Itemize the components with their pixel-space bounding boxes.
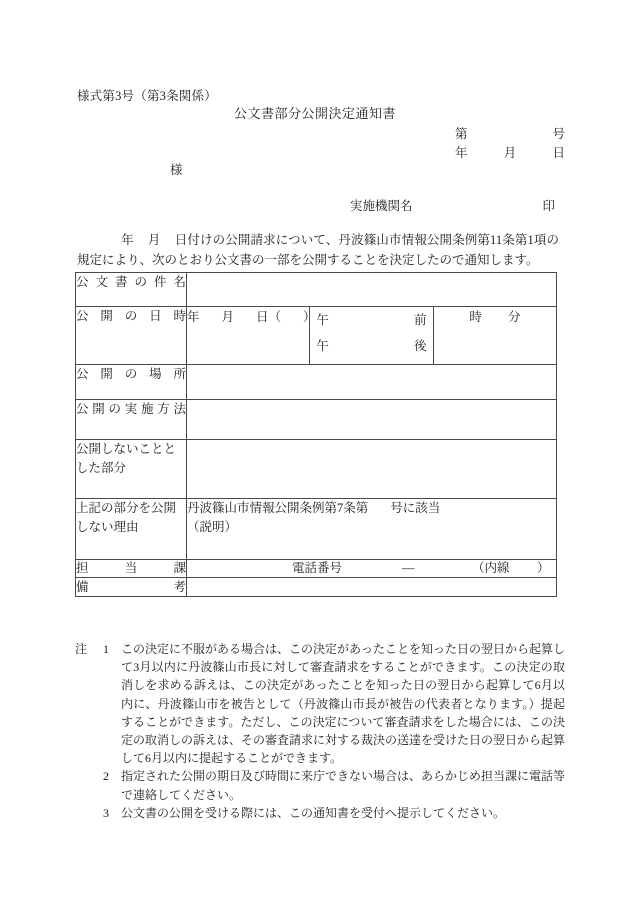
notes-section (75, 640, 565, 822)
value-am-pm[interactable] (310, 307, 433, 365)
table-row-withholding-reason (76, 499, 557, 560)
note-item (75, 804, 565, 822)
label-remarks: 備考 (76, 578, 187, 597)
table-row-withheld-part (76, 440, 557, 499)
table-row-disclosure-place (76, 365, 557, 400)
disclosure-date-close: ） (303, 310, 316, 324)
note-text: 指定された公開の期日及び時間に来庁できない場合は、あらかじめ担当課に電話等で連絡してください。 (121, 769, 566, 802)
intro-text: 日付けの公開請求について、丹波篠山市情報公開条例第11条第1項の規定により、次のとおり公文書の一部を公開することを決定したので通知します。 (77, 233, 559, 267)
value-remarks[interactable] (187, 578, 557, 597)
intro-paragraph (77, 230, 559, 270)
disclosure-date-day: 日（ (256, 310, 282, 324)
value-disclosure-time[interactable] (433, 307, 556, 365)
label-disclosure-datetime: 公開の日時 (76, 307, 187, 365)
telephone-dash: — (402, 561, 415, 575)
label-document-title: 公文書の件名 (76, 273, 187, 307)
table-row-remarks (76, 578, 557, 597)
notification-form-table (75, 272, 557, 597)
issue-date-month: 月 (503, 146, 517, 160)
am-label: 午前 (316, 313, 427, 327)
note-item (75, 640, 565, 767)
issue-date-day: 日 (552, 146, 565, 160)
note-item (75, 767, 565, 803)
intro-month: 月 (147, 233, 161, 247)
agency-line (350, 196, 555, 214)
telephone-label: 電話番号 (292, 561, 343, 575)
label-disclosure-place: 公開の場所 (76, 365, 187, 400)
note-marker: 3 (103, 805, 109, 820)
time-hour-label: 時 (469, 310, 482, 324)
notes-heading: 注 (75, 642, 88, 656)
label-disclosure-method: 公開の実施方法 (76, 400, 187, 440)
value-disclosure-method[interactable] (187, 400, 557, 440)
table-row-disclosure-datetime (76, 307, 557, 365)
label-withheld-part: 公開しないことと した部分 (76, 440, 187, 499)
note-text: この決定に不服がある場合は、この決定があったことを知った日の翌日から起算して3月以内に丹波篠山市長に対して審査請求をすることができます。この決定の取消しを求める訴えは、この決定があったことを知った日の翌日から起算して6月以内に、丹波篠山市を被告として（丹波篠山市長が被告の代表者となります。）提起することができます。ただし、この決定について審査請求をした場合には、この決定の取消しの訴えは、その審査請求に対する裁決の送達を受けた日の翌日から起算して6月以内に提起することができます。 (121, 642, 566, 766)
reason-item-suffix: 号に該当 (390, 501, 441, 515)
document-number-line (455, 124, 565, 142)
value-document-title[interactable] (187, 273, 557, 307)
issue-date-line (455, 143, 565, 161)
value-withheld-part[interactable] (187, 440, 557, 499)
table-row-document-title (76, 273, 557, 307)
table-row-disclosure-method (76, 400, 557, 440)
value-disclosure-date[interactable] (187, 307, 316, 365)
note-marker: 2 (103, 769, 109, 784)
time-minute-label: 分 (507, 310, 521, 324)
label-department: 担当課 (76, 560, 187, 578)
table-row-department (76, 560, 557, 578)
document-number-prefix: 第 (455, 127, 468, 141)
document-title: 公文書部分公開決定通知書 (233, 106, 396, 121)
value-department-contact[interactable] (187, 560, 557, 578)
value-disclosure-place[interactable] (187, 365, 557, 400)
intro-year: 年 (121, 233, 134, 247)
form-number: 様式第3号（第3条関係） (77, 89, 217, 103)
label-withholding-reason: 上記の部分を公開 しない理由 (76, 499, 187, 560)
value-withholding-reason[interactable] (187, 499, 557, 560)
disclosure-date-month: 月 (221, 310, 235, 324)
document-number-suffix: 号 (552, 127, 565, 141)
disclosure-date-year: 年 (187, 310, 200, 324)
note-text: 公文書の公開を受ける際には、この通知書を受付へ提示してください。 (121, 805, 506, 820)
seal-mark: 印 (542, 199, 555, 213)
reason-article-text: 丹波篠山市情報公開条例第7条第 (187, 501, 369, 515)
pm-label: 午後 (316, 339, 427, 353)
extension-label: （内線 (472, 561, 510, 575)
addressee-honorific: 様 (170, 163, 183, 177)
reason-explanation-label: （説明） (187, 520, 238, 534)
note-marker: 1 (103, 642, 109, 656)
agency-name-label: 実施機関名 (350, 199, 413, 213)
extension-close: ） (537, 561, 550, 575)
issue-date-year: 年 (455, 146, 468, 160)
